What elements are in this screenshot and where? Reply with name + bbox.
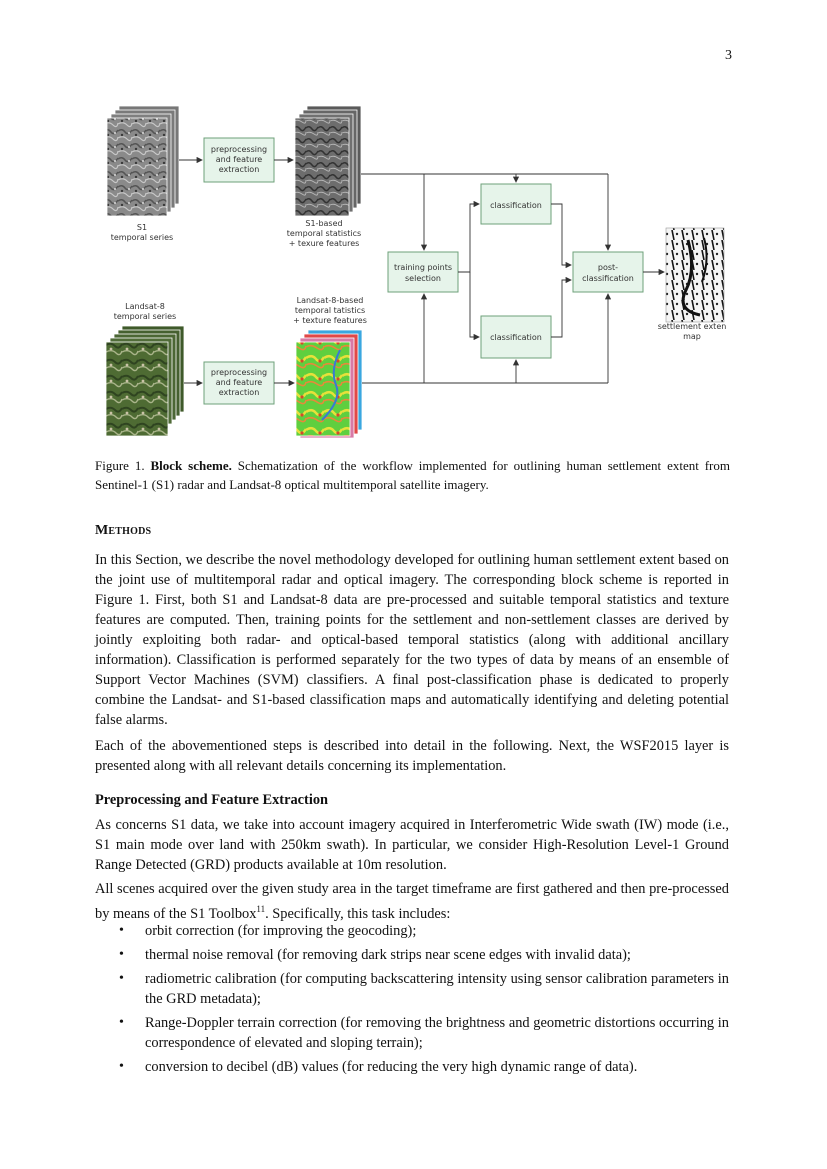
preprocessing-bottom-label-3: extraction [218, 388, 260, 397]
preprocessing-bottom-label-2: and feature [215, 378, 263, 387]
caption-prefix: Figure 1. [95, 458, 151, 473]
preprocessing-heading: Preprocessing and Feature Extraction [95, 792, 329, 808]
preprocessing-steps-list [95, 921, 729, 1081]
landsat-series-label-2: temporal series [113, 312, 177, 321]
preprocessing-top-label-1: preprocessing [210, 145, 268, 154]
methods-heading: Methods [95, 523, 152, 538]
landsat-features-image [296, 330, 362, 438]
s1-features-label-3: + texure features [288, 239, 360, 248]
training-label-1: training points [393, 263, 453, 272]
preprocessing-paragraph-1: As concerns S1 data, we take into account imagery acquired in Interferometric Wide swath (IW) mode (i.e., S1 main mode over land with 250km swath). In particular, we consider High-Resolution Level-1 Ground Range Detected (GRD) products available at 10m resolution. [95, 817, 729, 873]
settlement-map-label-1: settlement exten [657, 322, 727, 331]
reference-11: 11 [256, 904, 266, 914]
list-item: • Range-Doppler terrain correction (for removing the brightness and geometric distortions occurring in correspondence of elevated and sloping terrain); [95, 1013, 729, 1053]
post-classification-label-2: classification [582, 274, 634, 283]
caption-text: Schematization of the workflow implemented for outlining human settlement extent from Sentinel-1 (S1) radar and Landsat-8 optical multitemporal satellite imagery. [95, 458, 730, 492]
landsat-temporal-series-image [106, 326, 184, 436]
list-item: • orbit correction (for improving the geocoding); [95, 921, 729, 941]
training-label-2: selection [405, 274, 441, 283]
classification-bottom-label: classification [490, 333, 542, 342]
s1-features-image [295, 106, 361, 216]
paragraph-2-end: . Specifically, this task includes: [265, 905, 451, 922]
preprocessing-top-label-2: and feature [215, 155, 263, 164]
s1-temporal-series-image [107, 106, 179, 216]
s1-features-label-1: S1-based [305, 219, 343, 228]
methods-paragraph-2: Each of the abovementioned steps is described into detail in the following. Next, the WSF2015 layer is presented along with all relevant details concerning its implementation. [95, 738, 729, 774]
classification-top-label: classification [490, 201, 542, 210]
preprocessing-paragraph-2 [95, 879, 729, 924]
landsat-features-label-3: + texture features [293, 316, 367, 325]
figure-caption [95, 456, 730, 494]
preprocessing-top-label-3: extraction [218, 165, 260, 174]
s1-features-label-2: temporal statistics [286, 229, 362, 238]
s1-series-label-2: temporal series [110, 233, 174, 242]
post-classification-label-1: post- [597, 263, 619, 272]
list-item: • thermal noise removal (for removing dark strips near scene edges with invalid data); [95, 945, 729, 965]
list-item: • radiometric calibration (for computing backscattering intensity using sensor calibration parameters in the GRD metadata); [95, 969, 729, 1009]
s1-series-label-1: S1 [136, 223, 148, 232]
paragraph-2-text: All scenes acquired over the given study area in the target timeframe are first gathered and then pre-processed by means of the S1 Toolbox [95, 881, 729, 922]
caption-title: Block scheme. [150, 458, 232, 473]
list-item: • conversion to decibel (dB) values (for reducing the very high dynamic range of data). [95, 1057, 729, 1077]
landsat-features-label-2: temporal tatistics [294, 306, 366, 315]
block-scheme-figure [90, 100, 740, 445]
post-classification-box [573, 252, 643, 292]
landsat-features-label-1: Landsat-8-based [296, 296, 364, 305]
preprocessing-bottom-label-1: preprocessing [210, 368, 268, 377]
landsat-series-label-1: Landsat-8 [125, 302, 165, 311]
settlement-map-image [666, 228, 724, 322]
page-number: 3 [725, 48, 732, 63]
settlement-map-label-2: map [683, 332, 701, 341]
methods-paragraph-1: In this Section, we describe the novel methodology developed for outlining human settlement extent based on the joint use of multitemporal radar and optical imagery. The corresponding block scheme is reported in Figure 1. First, both S1 and Landsat-8 data are pre-processed and suitable temporal statistics and texture features are computed. Then, training points for the settlement and non-settlement classes are derived by jointly exploiting both radar- and optical-based temporal statistics (along with additional ancillary information). Classification is performed separately for the two types of data by means of an ensemble of Support Vector Machines (SVM) classifiers. A final post-classification phase is dedicated to properly combine the Landsat- and S1-based classification maps and automatically identifying and deleting potential false alarms. [95, 552, 729, 728]
training-points-box [388, 252, 458, 292]
